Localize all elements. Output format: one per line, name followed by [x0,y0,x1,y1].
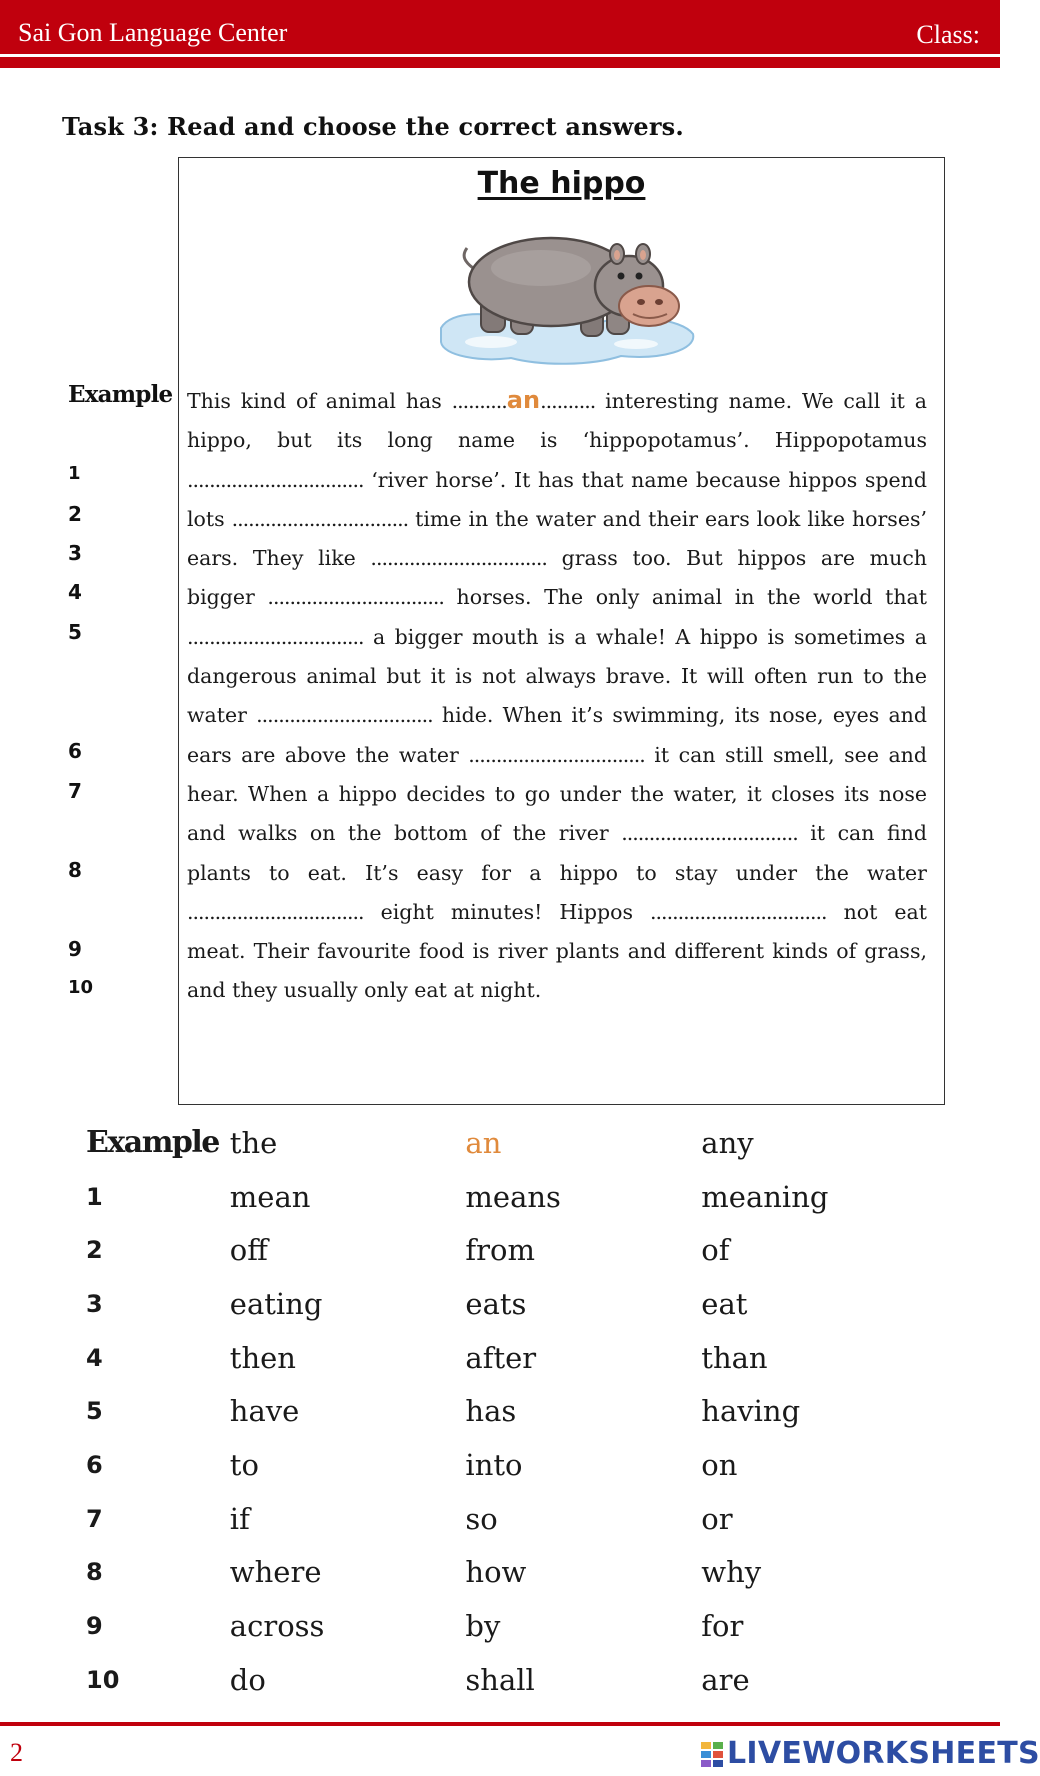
margin-label-example: Example [68,381,173,408]
option-b[interactable]: so [465,1501,498,1536]
option-c[interactable]: of [701,1233,730,1268]
passage-text: time in the water and their ears look like horses’ ears. They like [187,506,927,571]
blank-8[interactable]: ................................ [621,821,798,846]
passage-text: horses. The only animal in the world that [443,585,927,610]
passage-text: eight minutes! Hippos [363,899,651,924]
row-label: 6 [86,1450,103,1479]
margin-label-1: 1 [68,463,81,484]
blank-9[interactable]: ................................ [187,899,364,924]
row-label: 7 [86,1504,103,1533]
options-row-6 [86,1438,946,1492]
row-label: 5 [86,1397,103,1426]
option-c[interactable]: for [701,1609,744,1644]
option-c: any [701,1125,754,1160]
options-row-10 [86,1653,946,1707]
option-b[interactable]: by [465,1609,501,1644]
option-c[interactable]: meaning [701,1179,829,1214]
option-a[interactable]: if [229,1501,250,1536]
margin-label-10: 10 [68,977,94,998]
liveworksheets-logo-icon [700,1740,724,1768]
blank-2[interactable]: ................................ [231,506,409,531]
example-answer: an [506,386,541,414]
options-row-8 [86,1546,946,1600]
passage-text: it can still smell, see and hear. When a hippo decides to go under the water, it closes its nose and walks on the bottom of the river [187,742,927,846]
option-b-correct: an [465,1125,502,1160]
row-label: 2 [86,1236,103,1265]
liveworksheets-brand: LIVEWORKSHEETS [727,1736,1040,1771]
margin-label-2: 2 [68,502,82,526]
option-b[interactable]: into [465,1447,523,1482]
option-b[interactable]: means [465,1179,561,1214]
option-a[interactable]: do [229,1662,266,1697]
blank-7[interactable]: ................................ [468,742,645,767]
option-c[interactable]: or [701,1501,733,1536]
option-b[interactable]: shall [465,1662,535,1697]
school-name: Sai Gon Language Center [18,18,288,47]
blank-4[interactable]: ................................ [267,585,444,610]
option-b[interactable]: after [465,1340,537,1375]
row-label: 8 [86,1558,103,1587]
options-row-2 [86,1223,946,1277]
options-row-example [86,1116,946,1170]
blank-6[interactable]: ................................ [256,703,433,728]
option-c[interactable]: having [701,1394,801,1429]
option-c[interactable]: on [701,1447,738,1482]
passage-text: This kind of animal has [187,389,452,413]
option-a[interactable]: mean [229,1179,311,1214]
margin-label-3: 3 [68,541,82,565]
passage-text: a bigger mouth is a whale! A hippo is sometimes a dangerous animal but it is not always brave. It will often run to the water [187,624,927,728]
option-a: the [229,1125,278,1160]
blank-example-left: .......... [451,389,507,413]
row-label: 9 [86,1612,103,1641]
option-b[interactable]: from [465,1233,535,1268]
passage-text: hide. When it’s swimming, its nose, eyes and ears are above the water [187,703,927,767]
option-b[interactable]: eats [465,1286,527,1321]
passage-text: interesting name. We call it a hippo, but its long name is ‘hippopotamus’. Hippopotamus [187,389,927,453]
row-label: 1 [86,1182,103,1211]
option-a[interactable]: off [229,1233,268,1268]
task-title: Task 3: Read and choose the correct answers. [62,112,684,141]
option-a[interactable]: to [229,1447,259,1482]
story-passage [187,381,927,1011]
blank-3[interactable]: ................................ [370,546,547,571]
option-c[interactable]: eat [701,1286,748,1321]
header-bar [0,0,1000,58]
passage-text: not eat meat. Their favourite food is river plants and different kinds of grass, and they usually only eat at night. [187,899,927,1003]
blank-example-right: .......... [540,389,596,413]
header-underline [0,58,1000,68]
class-label: Class: [916,20,980,49]
option-a[interactable]: have [229,1394,300,1429]
options-row-7 [86,1492,946,1546]
liveworksheets-logo[interactable] [700,1736,1040,1771]
option-b[interactable]: has [465,1394,517,1429]
options-row-9 [86,1599,946,1653]
row-label: 4 [86,1343,103,1372]
page-number: 2 [10,1738,23,1767]
story-title: The hippo [477,166,646,201]
option-b[interactable]: how [465,1555,527,1590]
margin-label-9: 9 [68,937,82,961]
option-a[interactable]: eating [229,1286,323,1321]
margin-label-8: 8 [68,858,82,882]
margin-label-6: 6 [68,739,82,763]
option-a[interactable]: where [229,1555,322,1590]
margin-label-7: 7 [68,779,82,803]
header-divider [0,54,1000,57]
option-c[interactable]: are [701,1662,750,1697]
margin-label-4: 4 [68,580,82,604]
answer-options-table [86,1116,946,1707]
margin-label-5: 5 [68,620,82,644]
option-a[interactable]: across [229,1609,325,1644]
options-row-4 [86,1331,946,1385]
row-label: 10 [86,1665,120,1694]
footer-divider [0,1722,1000,1726]
options-row-3 [86,1277,946,1331]
blank-1[interactable]: ................................ [187,467,364,492]
blank-5[interactable]: ................................ [187,624,364,649]
options-row-5 [86,1384,946,1438]
reading-passage-box [178,157,945,1105]
passage-text: it can find plants to eat. It’s easy for a hippo to stay under the water [187,821,927,885]
options-row-1 [86,1170,946,1224]
row-label: 3 [86,1289,103,1318]
option-a[interactable]: then [229,1340,296,1375]
blank-10[interactable]: ................................ [650,899,827,924]
hippo-illustration [431,210,701,370]
row-label: Example [86,1125,219,1161]
option-c[interactable]: why [701,1555,762,1590]
passage-text: ‘river horse’. It has that name because hippos spend lots [187,467,927,531]
passage-text: grass too. But hippos are much bigger [187,546,927,610]
option-c[interactable]: than [701,1340,768,1375]
